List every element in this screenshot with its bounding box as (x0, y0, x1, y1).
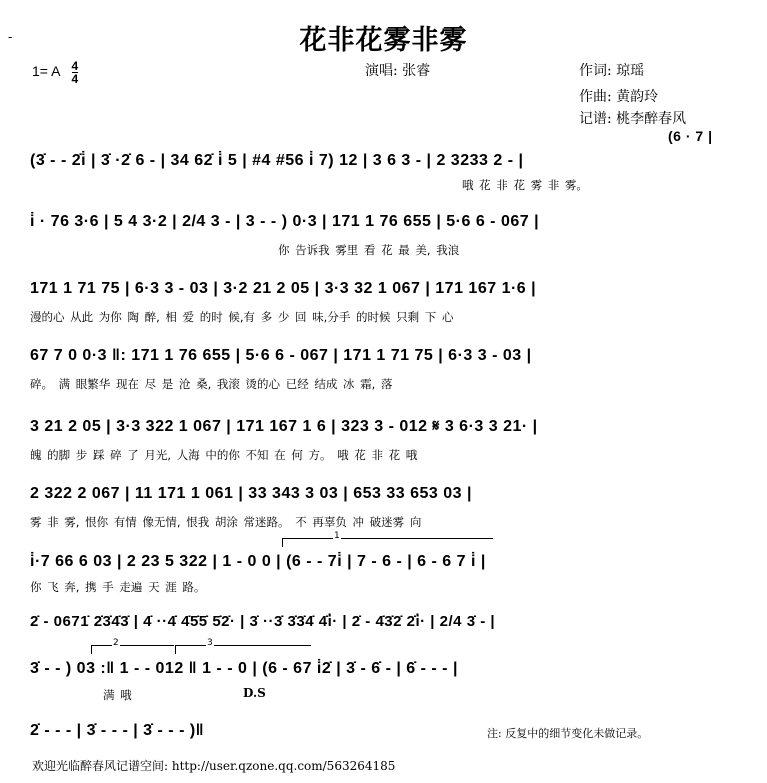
staff-line-7: i̇·7 66 6 03 | 2 23 5 322 | 1 - 0 0 | (6 - - 7i̇ | 7 - 6 - | 6 - 6 7 i̇ | (30, 553, 486, 570)
dal-segno-mark: D.S (243, 686, 266, 700)
transcriber-credit: 记谱: 桃李醉春风 (579, 111, 687, 127)
lyrics-line-4: 碎。 满 眼繁华 现在 尽 是 沧 桑, 我滚 烫的心 已经 结成 冰 霜, 落 (30, 377, 393, 391)
lyrics-line-3: 漫的心 从此 为你 陶 醉, 相 爱 的时 候,有 多 少 回 味,分手 的时候 只剩 下 心 (30, 310, 454, 324)
volta-bracket-3: 3 (175, 645, 311, 654)
lyrics-line-9: 满 哦 (103, 688, 132, 702)
lyrics-line-5: 魄 的脚 步 踩 碎 了 月光, 人海 中的你 不知 在 何 方。 哦 花 非 花 哦 (30, 448, 418, 462)
page-title: 花非花雾非雾 (299, 25, 468, 56)
time-denominator: 4 (71, 72, 79, 86)
staff-line-8: 2̇ - 0671̇ 2̇3̇4̇3̇ | 4̇ ··4̇ 4̇5̇5̇ 5̇2̇· | 3̇ ··3̇ 3̇3̇4̇ 4̇i̇· | 2̇ - 4̇3̇2̇ 2̇i̇· | 2/4 3̇ - | (30, 613, 496, 630)
key-label: 1= A (32, 63, 60, 80)
singer-credit: 演唱: 张睿 (365, 63, 431, 79)
staff-line-3: 171 1 71 75 | 6·3 3 - 03 | 3·2 21 2 05 | 3·3 32 1 067 | 171 167 1·6 | (30, 280, 537, 297)
volta-bracket-1: 1 (282, 538, 493, 547)
lyrics-line-2: 你 告诉我 雾里 看 花 最 美, 我浪 (278, 243, 460, 257)
lyrics-line-7: 你 飞 奔, 携 手 走遍 天 涯 路。 (30, 580, 206, 594)
repeat-note: 注: 反复中的细节变化未做记录。 (487, 727, 649, 740)
lyricist-credit: 作词: 琼瑶 (579, 63, 645, 79)
lyrics-line-6: 雾 非 雾, 恨你 有情 像无情, 恨我 胡涂 常迷路。 不 再辜负 冲 破迷雾 向 (30, 515, 422, 529)
staff-line-1: (3̇ - - 2̇i̇ | 3̇ ·2̇ 6 - | 34 62̇ i̇ 5 | #4 #56 i̇ 7) 12 | 3 6 3 - | 2 3233 2 - | (30, 152, 524, 169)
staff-line-2: i̇ · 76 3·6 | 5 4 3·2 | 2/4 3 - | 3 - - ) 0·3 | 171 1 76 655 | 5·6 6 - 067 | (30, 213, 540, 230)
pickup-notes: (6 · 7 | (668, 128, 713, 144)
key-signature (32, 60, 78, 85)
staff-line-6: 2 322 2 067 | 11 171 1 061 | 33 343 3 03 | 653 33 653 03 | (30, 485, 472, 502)
staff-line-9: 3̇ - - ) 03 :‖ 1 - - 012 ‖ 1 - - 0 | (6 - 67 i̇2̇ | 3̇ - 6̇ - | 6̇ - - - | (30, 660, 458, 677)
volta-bracket-2: 2 (91, 645, 174, 654)
staff-line-10: 2̇ - - - | 3̇ - - - | 3̇ - - - )‖ (30, 722, 205, 739)
lyrics-line-1: 哦 花 非 花 雾 非 雾。 (462, 178, 588, 192)
staff-line-5: 3 21 2 05 | 3·3 322 1 067 | 171 167 1 6 | 323 3 - 012 𝄋 3 6·3 3 21· | (30, 418, 538, 435)
staff-line-4: 67 7 0 0·3 ‖: 171 1 76 655 | 5·6 6 - 067 | 171 1 71 75 | 6·3 3 - 03 | (30, 347, 532, 364)
time-numerator: 4 (71, 59, 79, 73)
time-signature (72, 60, 79, 85)
footer-link-text[interactable]: 欢迎光临醉春风记谱空间: http://user.qzone.qq.com/563264185 (32, 759, 396, 773)
composer-credit: 作曲: 黄韵玲 (579, 89, 659, 105)
corner-mark: - (8, 30, 13, 44)
